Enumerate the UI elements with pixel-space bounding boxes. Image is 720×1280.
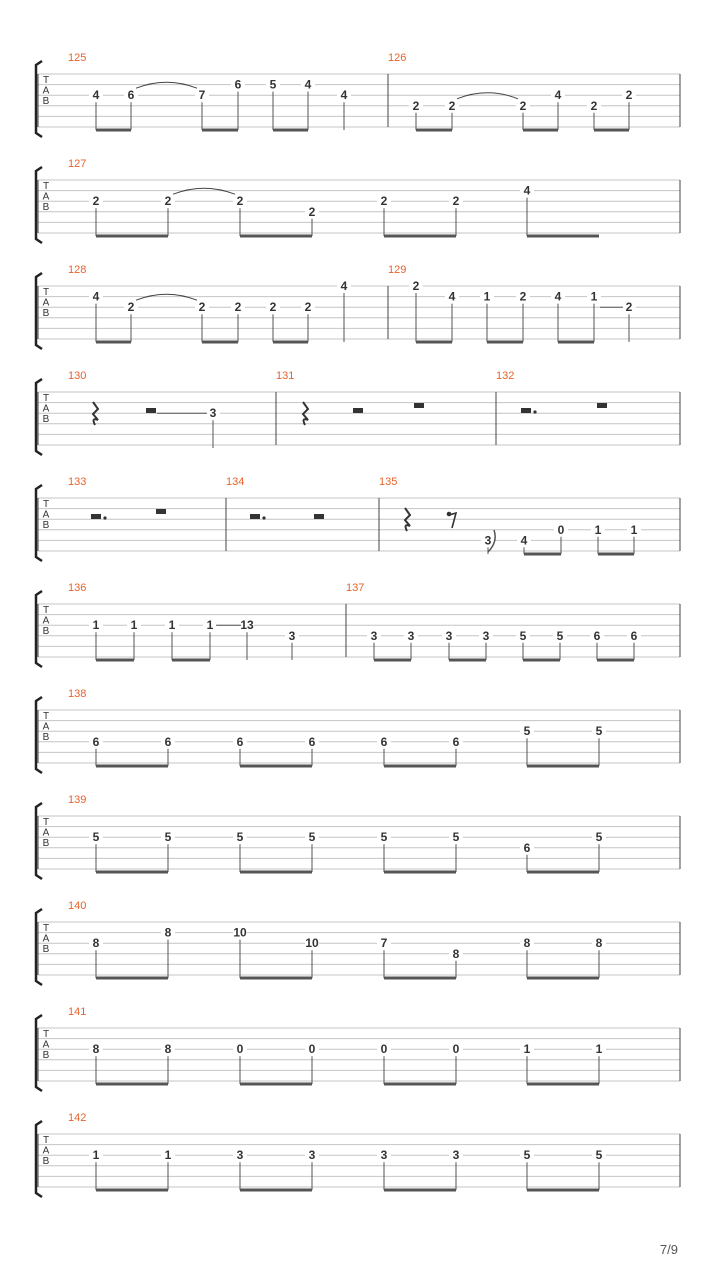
- tab-clef-letter: T: [42, 817, 50, 828]
- tab-clef-letter: B: [42, 1156, 50, 1167]
- whole-rest-icon: [414, 403, 424, 408]
- fret-number: 5: [308, 830, 316, 845]
- fret-number: 1: [130, 618, 138, 633]
- system-bracket: [36, 803, 42, 879]
- fret-number: 5: [452, 830, 460, 845]
- fret-number: 4: [448, 289, 456, 304]
- fret-number: 0: [452, 1042, 460, 1057]
- fret-number: 5: [269, 77, 277, 92]
- system-bracket: [36, 61, 42, 137]
- fret-number: 6: [234, 77, 242, 92]
- fret-number: 2: [625, 300, 633, 315]
- tab-clef-letter: B: [42, 838, 50, 849]
- half-rest-icon: [314, 514, 324, 519]
- fret-number: 10: [305, 936, 319, 951]
- tab-clef-letter: T: [42, 605, 50, 616]
- tab-clef-letter: T: [42, 181, 50, 192]
- fret-number: 1: [630, 522, 638, 537]
- fret-number: 6: [127, 88, 135, 103]
- fret-number: 6: [630, 628, 638, 643]
- measure-number: 134: [226, 476, 245, 488]
- tab-clef-letter: A: [42, 403, 50, 415]
- tab-clef-letter: B: [42, 96, 50, 107]
- fret-number: 1: [92, 1148, 100, 1163]
- fret-number: 2: [308, 204, 316, 219]
- measure-number: 140: [68, 900, 87, 912]
- measure-number: 130: [68, 370, 87, 382]
- fret-number: 6: [380, 734, 388, 749]
- tab-clef-letter: A: [42, 933, 50, 945]
- half-rest-icon: [91, 514, 101, 519]
- fret-number: 5: [519, 628, 527, 643]
- fret-number: 6: [164, 734, 172, 749]
- fret-number: 4: [340, 88, 348, 103]
- tab-clef-letter: A: [42, 827, 50, 839]
- fret-number: 5: [380, 830, 388, 845]
- tab-clef-letter: T: [42, 393, 50, 404]
- fret-number: 5: [523, 1148, 531, 1163]
- tab-clef-letter: A: [42, 1145, 50, 1157]
- tie-arc: [173, 188, 235, 194]
- fret-number: 2: [236, 194, 244, 209]
- fret-number: 3: [370, 628, 378, 643]
- tab-clef-letter: T: [42, 923, 50, 934]
- fret-number: 2: [234, 300, 242, 315]
- fret-number: 1: [483, 289, 491, 304]
- tie-arc: [136, 82, 197, 88]
- fret-number: 5: [523, 724, 531, 739]
- tab-clef-letter: T: [42, 287, 50, 298]
- tab-clef-letter: B: [42, 1050, 50, 1061]
- tab-clef-letter: B: [42, 202, 50, 213]
- fret-number: 2: [164, 194, 172, 209]
- fret-number: 1: [523, 1042, 531, 1057]
- fret-number: 1: [168, 618, 176, 633]
- system-bracket: [36, 485, 42, 561]
- fret-number: 8: [164, 925, 172, 940]
- measure-number: 141: [68, 1006, 87, 1018]
- measure-number: 132: [496, 370, 515, 382]
- fret-number: 4: [520, 533, 528, 548]
- fret-number: 4: [92, 88, 100, 103]
- page-number: 7/9: [659, 1242, 678, 1257]
- eighth-rest-stroke: [449, 513, 456, 528]
- fret-number: 5: [595, 724, 603, 739]
- fret-number: 2: [304, 300, 312, 315]
- fret-number: 4: [92, 289, 100, 304]
- fret-number: 0: [236, 1042, 244, 1057]
- fret-number: 4: [554, 289, 562, 304]
- measure-number: 129: [388, 264, 407, 276]
- fret-number: 2: [412, 279, 420, 293]
- whole-rest-icon: [156, 509, 166, 514]
- fret-number: 2: [519, 98, 527, 113]
- half-rest-icon: [353, 408, 363, 413]
- fret-number: 8: [92, 1042, 100, 1057]
- fret-number: 2: [452, 194, 460, 209]
- tab-clef-letter: A: [42, 85, 50, 97]
- fret-number: 6: [523, 840, 531, 855]
- fret-number: 7: [198, 88, 206, 103]
- fret-number: 1: [595, 1042, 603, 1057]
- fret-number: 8: [595, 936, 603, 951]
- fret-number: 2: [590, 98, 598, 113]
- measure-number: 138: [68, 688, 87, 700]
- fret-number: 2: [519, 289, 527, 304]
- rest-dot: [103, 516, 106, 519]
- fret-number: 8: [164, 1042, 172, 1057]
- tab-system: [36, 158, 680, 243]
- system-bracket: [36, 379, 42, 455]
- fret-number: 2: [198, 300, 206, 315]
- fret-number: 5: [595, 1148, 603, 1163]
- fret-number: 5: [92, 830, 100, 845]
- tie-arc: [136, 294, 197, 300]
- fret-number: 6: [452, 734, 460, 749]
- fret-number: 3: [308, 1148, 316, 1163]
- tab-clef-letter: A: [42, 191, 50, 203]
- fret-number: 2: [625, 88, 633, 103]
- fret-number: 5: [164, 830, 172, 845]
- measure-number: 136: [68, 582, 87, 594]
- fret-number: 4: [554, 88, 562, 103]
- measure-number: 135: [379, 476, 398, 488]
- fret-number: 7: [380, 936, 388, 951]
- tab-clef-letter: B: [42, 308, 50, 319]
- fret-number: 1: [594, 522, 602, 537]
- system-bracket: [36, 591, 42, 667]
- fret-number: 2: [448, 98, 456, 113]
- tie-arc: [457, 93, 518, 99]
- tab-clef-letter: T: [42, 499, 50, 510]
- fret-number: 8: [452, 946, 460, 961]
- tab-clef-letter: A: [42, 297, 50, 309]
- fret-number: 8: [523, 936, 531, 951]
- fret-number: 1: [206, 618, 214, 633]
- tab-clef-letter: T: [42, 1135, 50, 1146]
- fret-number: 10: [233, 925, 247, 940]
- tab-system: [36, 476, 680, 561]
- system-bracket: [36, 697, 42, 773]
- fret-number: 2: [92, 194, 100, 209]
- fret-number: 8: [92, 936, 100, 951]
- tab-clef-letter: A: [42, 615, 50, 627]
- fret-number: 3: [288, 628, 296, 643]
- fret-number: 3: [452, 1148, 460, 1163]
- measure-number: 133: [68, 476, 87, 488]
- fret-number: 3: [380, 1148, 388, 1163]
- fret-number: 0: [380, 1042, 388, 1057]
- tab-system: [36, 1112, 680, 1197]
- measure-number: 127: [68, 158, 87, 170]
- tab-system: [36, 688, 680, 773]
- tab-clef-letter: T: [42, 75, 50, 86]
- fret-number: 3: [209, 406, 217, 421]
- tab-clef-letter: B: [42, 732, 50, 743]
- half-rest-icon: [521, 408, 531, 413]
- tab-clef-letter: A: [42, 1039, 50, 1051]
- measure-number: 139: [68, 794, 87, 806]
- tab-system: [36, 264, 680, 349]
- tab-clef-letter: A: [42, 509, 50, 521]
- measure-number: 126: [388, 52, 407, 64]
- fret-number: 6: [308, 734, 316, 749]
- tab-clef-letter: T: [42, 1029, 50, 1040]
- tab-system: [36, 582, 680, 667]
- fret-number: 2: [380, 194, 388, 209]
- fret-number: 5: [595, 830, 603, 845]
- tab-clef-letter: B: [42, 944, 50, 955]
- fret-number: 2: [269, 300, 277, 315]
- fret-number: 5: [556, 628, 564, 643]
- tab-system: [36, 794, 680, 879]
- tab-system: [36, 52, 680, 137]
- rest-dot: [533, 410, 536, 413]
- fret-number: 4: [340, 279, 348, 293]
- fret-number: 3: [407, 628, 415, 643]
- fret-number: 6: [236, 734, 244, 749]
- measure-number: 128: [68, 264, 87, 276]
- tab-clef-letter: B: [42, 520, 50, 531]
- fret-number: 3: [445, 628, 453, 643]
- fret-number: 5: [236, 830, 244, 845]
- fret-number: 3: [482, 628, 490, 643]
- system-bracket: [36, 909, 42, 985]
- rest-dot: [262, 516, 265, 519]
- half-rest-icon: [250, 514, 260, 519]
- tab-clef-letter: B: [42, 414, 50, 425]
- fret-number: 4: [523, 183, 531, 198]
- system-bracket: [36, 1121, 42, 1197]
- fret-number: 4: [304, 77, 312, 92]
- fret-number: 0: [557, 522, 565, 537]
- system-bracket: [36, 167, 42, 243]
- measure-number: 142: [68, 1112, 87, 1124]
- tab-clef-letter: A: [42, 721, 50, 733]
- measure-number: 125: [68, 52, 87, 64]
- measure-number: 131: [276, 370, 295, 382]
- fret-number: 6: [593, 628, 601, 643]
- fret-number: 1: [92, 618, 100, 633]
- fret-number: 3: [236, 1148, 244, 1163]
- fret-number: 13: [240, 618, 254, 633]
- fret-number: 1: [164, 1148, 172, 1163]
- tab-system: [36, 900, 680, 985]
- system-bracket: [36, 1015, 42, 1091]
- tab-clef-letter: T: [42, 711, 50, 722]
- tab-clef-letter: B: [42, 626, 50, 637]
- fret-number: 6: [92, 734, 100, 749]
- half-rest-icon: [146, 408, 156, 413]
- fret-number: 2: [412, 98, 420, 113]
- fret-number: 0: [308, 1042, 316, 1057]
- measure-number: 137: [346, 582, 365, 594]
- system-bracket: [36, 273, 42, 349]
- whole-rest-icon: [597, 403, 607, 408]
- tab-system: [36, 1006, 680, 1091]
- fret-number: 2: [127, 300, 135, 315]
- fret-number: 1: [590, 289, 598, 304]
- fret-number: 3: [484, 533, 492, 548]
